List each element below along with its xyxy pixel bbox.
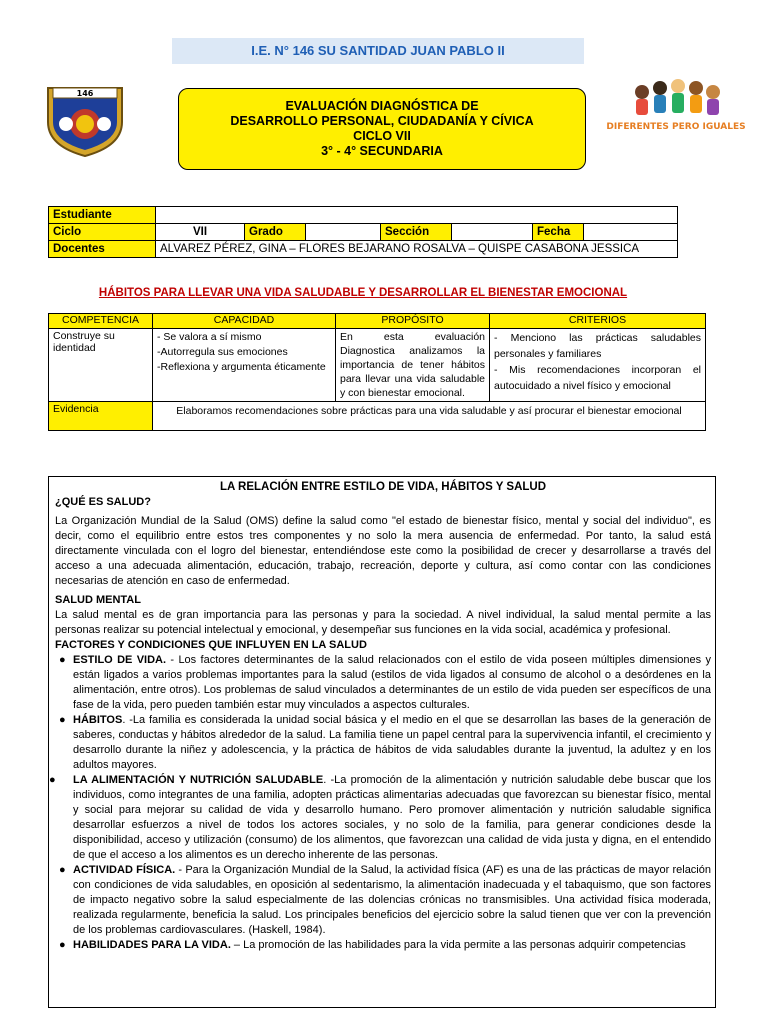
- evaluation-title-box: [178, 88, 586, 170]
- docentes-value: ALVAREZ PÉREZ, GINA – FLORES BEJARANO ROSALVA – QUISPE CASABONA JESSICA: [156, 241, 678, 258]
- ciclo-label: Ciclo: [49, 224, 156, 241]
- factores-heading: FACTORES Y CONDICIONES QUE INFLUYEN EN LA SALUD: [55, 639, 367, 651]
- capacidad-cell: [153, 329, 336, 402]
- evidencia-label: Evidencia: [49, 402, 153, 431]
- capacidad-1: - Se valora a sí mismo: [157, 331, 262, 343]
- school-crest-logo: [44, 84, 126, 158]
- bullet-habitos: ● HÁBITOS. -La familia es considerada la unidad social básica y el medio en el que se desarrollan las bases de la generación de saberes, conductas y hábitos alrededor de la salud. La familia tiene un papel central para la supervivencia infantil, el crecimiento y desarrollo durante la niñez y adolescencia, y la práctica de hábitos de vida saludables durante la juventud, la adultez y en los adultos mayores.: [59, 714, 711, 771]
- competency-table: [48, 313, 706, 431]
- section-title: HÁBITOS PARA LLEVAR UNA VIDA SALUDABLE Y DESARROLLAR EL BIENESTAR EMOCIONAL: [98, 287, 628, 299]
- diversity-logo: [606, 74, 746, 146]
- student-info-table: [48, 206, 678, 258]
- seccion-label: Sección: [381, 224, 452, 241]
- capacidad-3: -Reflexiona y argumenta éticamente: [157, 361, 326, 373]
- criterio-1: - Menciono las prácticas saludables personales y familiares: [494, 332, 701, 360]
- header-proposito: PROPÓSITO: [336, 314, 490, 329]
- criterios-cell: [490, 329, 706, 402]
- salud-paragraph: La Organización Mundial de la Salud (OMS) define la salud como "el estado de bienestar físico, mental y social del individuo", es decir, como el equilibrio entre estos tres componentes y no solo la mera ausencia de enfermedad. Por tanto, la salud está directamente vinculada con el logro del bienestar, entendiéndose este como la posibilidad de crecer y desarrollarse a través del acceso a una adecuada alimentación, educación, trabajo, recreación, deporte y cultura, así como contar con las condiciones necesarias de atención en caso de enfermedad.: [55, 515, 711, 587]
- bullet-actividad-fisica: ● ACTIVIDAD FÍSICA. - Para la Organización Mundial de la Salud, la actividad física (AF) es una de las prácticas de mayor relación con condiciones de vida saludables, en oposición al sedentarismo, la alimentación inadecuada y el tabaquismo, que son factores de impacto negativo sobre la salud especialmente de las dolencias crónicas no transmisibles. Una actividad física moderada, realizada regularmente, beneficia la salud. Los principales beneficios del ejercicio sobre la salud tienen que ver con la prevención de los problemas cardiovasculares. (Haskell, 1984).: [59, 864, 711, 936]
- bullet-icon: ●: [59, 939, 66, 951]
- bullet-icon: ●: [59, 714, 66, 726]
- title-line-4: 3° - 4° SECUNDARIA: [321, 144, 443, 158]
- school-name-banner: I.E. N° 146 SU SANTIDAD JUAN PABLO II: [172, 38, 584, 64]
- seccion-field[interactable]: [452, 224, 533, 241]
- salud-mental-heading: SALUD MENTAL: [55, 594, 141, 606]
- bullet-alimentacion: ● LA ALIMENTACIÓN Y NUTRICIÓN SALUDABLE. -La promoción de la alimentación y nutrición saludable debe buscar que los individuos, como integrantes de una familia, adopten prácticas alimentarias adecuadas que favorezcan su bienestar físico, mental y social para mejorar su calidad de vida y desarrollo humano. Pero promover alimentación y nutrición saludable significa desarrollar esfuerzos a nivel de todos los actores sociales, y no solo de la familia, para generar condiciones desde la disponibilidad, acceso y utilización (consumo) de los alimentos, que favorezcan una calidad de vida justa y digna, en el entendido de que el acceso a los alimentos es un derecho inherente de las personas.: [49, 774, 711, 861]
- bullet-estilo-vida: ● ESTILO DE VIDA. - Los factores determinantes de la salud relacionados con el estilo de vida poseen múltiples dimensiones y están ligados a varios problemas importantes para la salud (estilos de vida ligados al consumo de alcohol o a desórdenes en la alimentación, entre otros). Los problemas de salud vinculados a determinantes de un estilo de vida pueden ser específicos de una fase de la vida, pero pueden también estar muy vinculados a aspectos culturales.: [59, 654, 711, 711]
- docentes-label: Docentes: [49, 241, 156, 258]
- fecha-label: Fecha: [533, 224, 584, 241]
- estudiante-field[interactable]: [156, 207, 678, 224]
- bullet-icon: ●: [59, 864, 66, 876]
- evidencia-value: Elaboramos recomendaciones sobre prácticas para una vida saludable y así procurar el bienestar emocional: [153, 402, 706, 431]
- salud-mental-paragraph: La salud mental es de gran importancia para las personas y para la sociedad. A nivel individual, la salud mental permite a las personas realizar su potencial intelectual y emocional, y desempeñar sus funciones en la vida social, académica y profesional.: [55, 609, 711, 636]
- crest-number: 146: [76, 89, 94, 98]
- header-criterios: CRITERIOS: [490, 314, 706, 329]
- title-line-1: EVALUACIÓN DIAGNÓSTICA DE: [285, 99, 479, 113]
- grado-field[interactable]: [306, 224, 381, 241]
- content-title: LA RELACIÓN ENTRE ESTILO DE VIDA, HÁBITOS Y SALUD: [219, 481, 547, 493]
- title-line-3: CICLO VII: [353, 129, 411, 143]
- bullet-icon: ●: [59, 654, 66, 666]
- title-line-2: DESARROLLO PERSONAL, CIUDADANÍA Y CÍVICA: [230, 114, 534, 128]
- estudiante-label: Estudiante: [49, 207, 156, 224]
- header-competencia: COMPETENCIA: [49, 314, 153, 329]
- bullet-habilidades: ● HABILIDADES PARA LA VIDA. – La promoción de las habilidades para la vida permite a las personas adquirir competencias: [59, 939, 686, 951]
- bullet-icon: ●: [49, 774, 56, 786]
- capacidad-2: -Autorregula sus emociones: [157, 346, 288, 358]
- diversity-logo-text: DIFERENTES PERO IGUALES: [606, 122, 746, 132]
- question-heading: ¿QUÉ ES SALUD?: [55, 496, 151, 508]
- content-box: [48, 476, 716, 1008]
- criterio-2: - Mis recomendaciones incorporan el autocuidado a nivel físico y emocional: [494, 364, 701, 392]
- fecha-field[interactable]: [584, 224, 678, 241]
- grado-label: Grado: [245, 224, 306, 241]
- header-capacidad: CAPACIDAD: [153, 314, 336, 329]
- competencia-cell: Construye su identidad: [49, 329, 153, 402]
- ciclo-value: VII: [156, 224, 245, 241]
- proposito-cell: En esta evaluación Diagnostica analizamos la importancia de tener hábitos para llevar una vida saludable y con bienestar emocional.: [336, 329, 490, 402]
